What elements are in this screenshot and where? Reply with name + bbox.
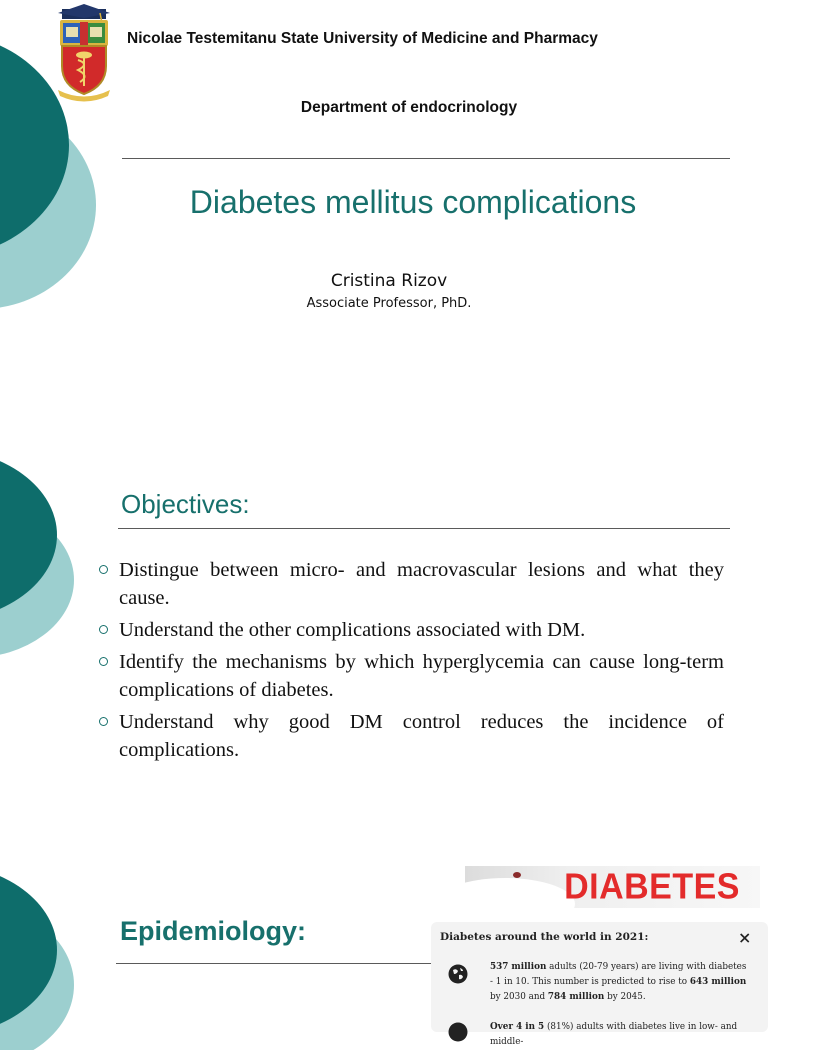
objectives-heading: Objectives:	[121, 489, 250, 519]
bullet-circle-icon	[99, 717, 108, 726]
university-crest-icon	[56, 4, 112, 100]
list-item: Identify the mechanisms by which hyperglycemia can cause long-term complications of diabetes.	[96, 648, 724, 704]
epidemiology-heading: Epidemiology:	[120, 916, 307, 946]
presentation-title: Diabetes mellitus complications	[189, 184, 637, 220]
bullet-circle-icon	[99, 565, 108, 574]
epidemiology-slide	[0, 815, 768, 1047]
university-name: Nicolae Testemitanu State University of Medicine and Pharmacy	[127, 30, 598, 47]
bullet-circle-icon	[99, 657, 108, 666]
objectives-divider	[118, 528, 730, 529]
author-name: Cristina Rizov	[330, 271, 448, 291]
stat-text: Over 4 in 5 (81%) adults with diabetes live in low- and middle-	[490, 1022, 738, 1047]
header-divider	[122, 158, 730, 159]
author-role: Associate Professor, PhD.	[306, 296, 472, 311]
list-item: Understand the other complications associated with DM.	[96, 616, 724, 644]
list-item: Distingue between micro- and macrovascular lesions and what they cause.	[96, 556, 724, 612]
department-name: Department of endocrinology	[300, 99, 518, 116]
card-title: Diabetes around the world in 2021:	[440, 931, 649, 943]
close-icon[interactable]: ×	[738, 928, 752, 947]
epidemiology-divider	[116, 963, 436, 964]
globe-icon	[448, 964, 468, 984]
decorative-circles	[0, 420, 90, 670]
diabetes-banner	[465, 866, 760, 908]
list-item: Understand why good DM control reduces the incidence of complications.	[96, 708, 724, 764]
stats-card	[431, 922, 768, 1047]
objectives-slide	[0, 420, 768, 815]
stat-text: 537 million adults (20-79 years) are living with diabetes - 1 in 10. This number is predicted to rise to 643 million by 2030 and 784 million by 2045.	[490, 962, 747, 1002]
banner-title: DIABETES	[564, 867, 740, 907]
decorative-circles	[0, 815, 90, 1024]
title-slide	[0, 0, 768, 420]
objectives-list	[96, 556, 724, 768]
bullet-circle-icon	[99, 625, 108, 634]
stat-icon	[448, 1022, 468, 1042]
